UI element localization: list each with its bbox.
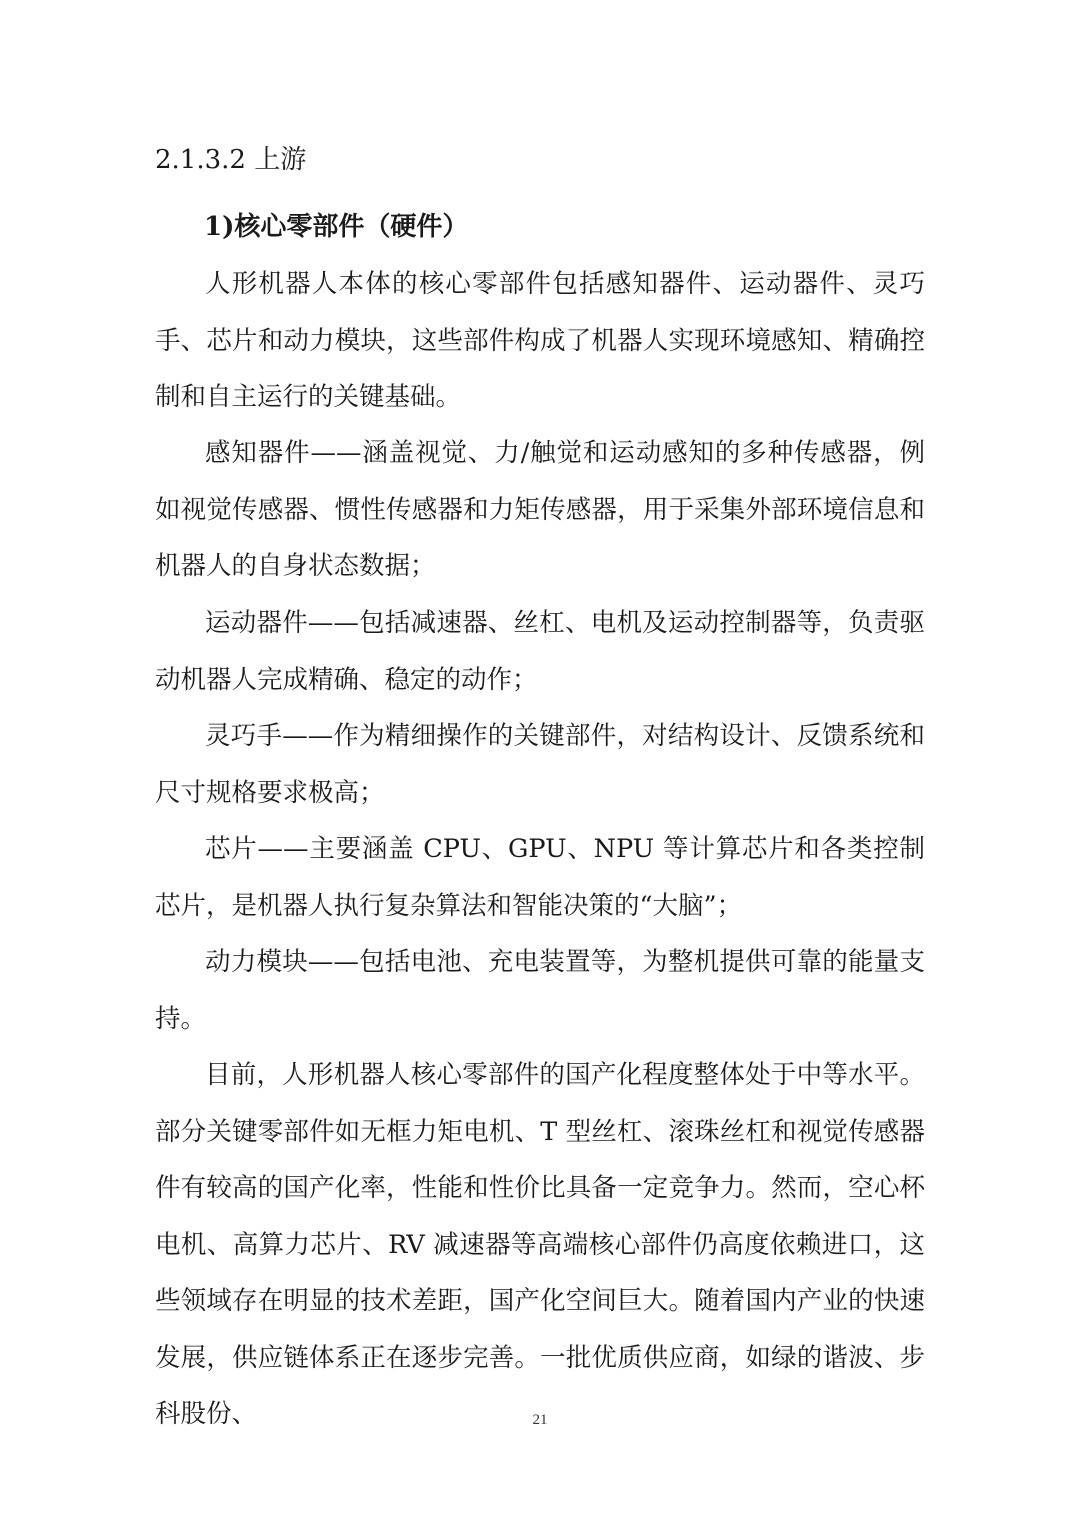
- paragraph-chips: 芯片——主要涵盖 CPU、GPU、NPU 等计算芯片和各类控制芯片，是机器人执行复杂算法和智能决策的“大脑”；: [155, 834, 925, 921]
- paragraph-core-components-intro: 人形机器人本体的核心零部件包括感知器件、运动器件、灵巧手、芯片和动力模块，这些部件构成了机器人实现环境感知、精确控制和自主运行的关键基础。: [155, 269, 925, 412]
- paragraph-localization-status: 目前，人形机器人核心零部件的国产化程度整体处于中等水平。部分关键零部件如无框力矩电机、T 型丝杠、滚珠丝杠和视觉传感器件有较高的国产化率，性能和性价比具备一定竞争力。然而，空心杯电机、高算力芯片、RV 减速器等高端核心部件仍高度依赖进口，这些领域存在明显的技术差距，国产化空间巨大。随着国内产业的快速发展，供应链体系正在逐步完善。一批优质供应商，如绿的谐波、步科股份、: [155, 1060, 925, 1429]
- subheading: 1)核心零部件（硬件）: [204, 212, 469, 242]
- paragraph-dexterous-hand: 灵巧手——作为精细操作的关键部件，对结构设计、反馈系统和尺寸规格要求极高；: [155, 721, 925, 808]
- section-heading: 2.1.3.2 上游: [155, 145, 307, 175]
- paragraph-power-module: 动力模块——包括电池、充电装置等，为整机提供可靠的能量支持。: [155, 947, 925, 1034]
- paragraph-sensing-devices: 感知器件——涵盖视觉、力/触觉和运动感知的多种传感器，例如视觉传感器、惯性传感器和力矩传感器，用于采集外部环境信息和机器人的自身状态数据；: [155, 438, 925, 581]
- paragraph-motion-devices: 运动器件——包括减速器、丝杠、电机及运动控制器等，负责驱动机器人完成精确、稳定的动作；: [155, 608, 925, 695]
- page-number: 21: [532, 1412, 548, 1428]
